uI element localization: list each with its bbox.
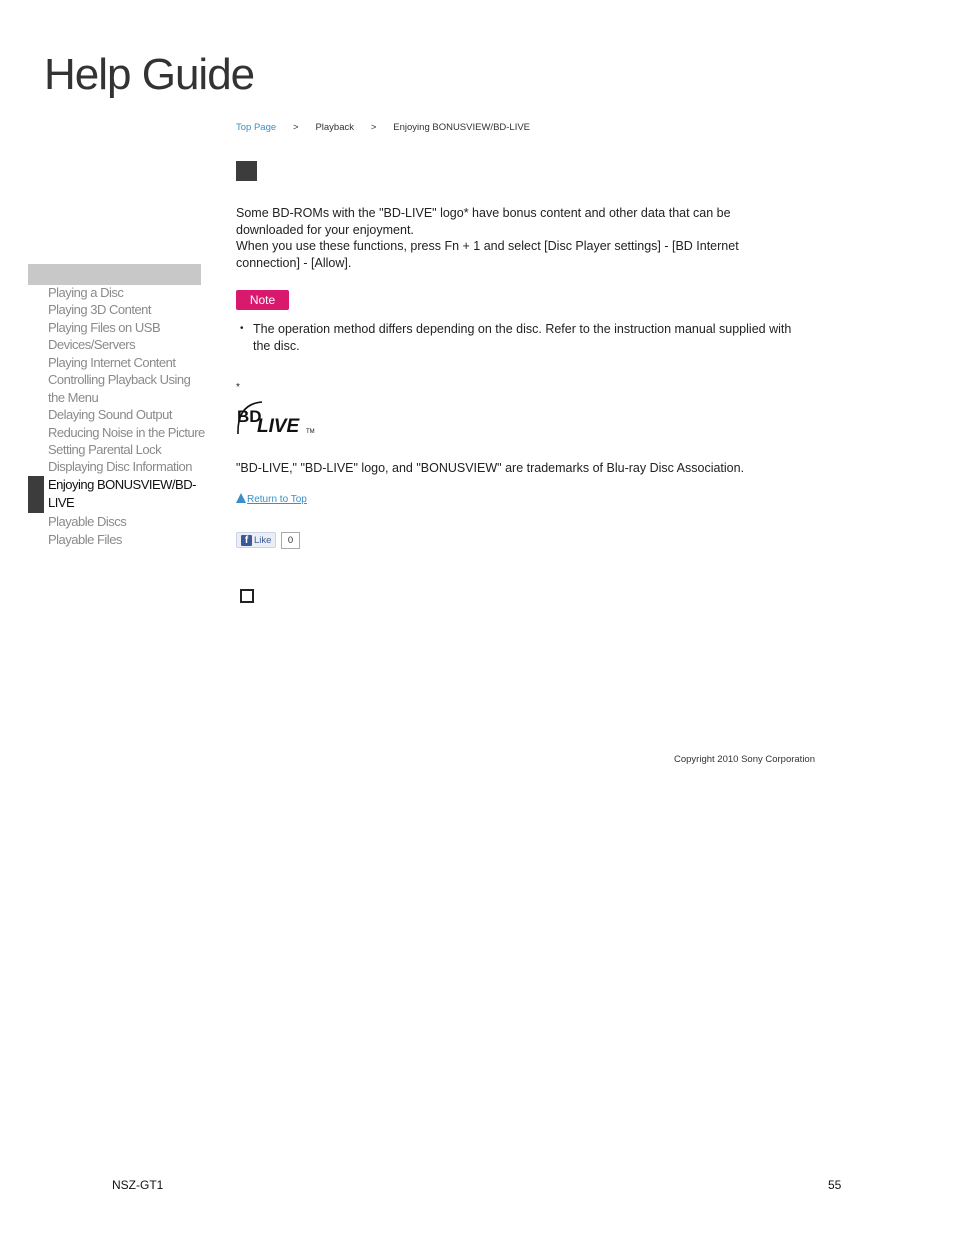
footnote-asterisk: * <box>236 382 240 393</box>
sidebar-item[interactable]: Playing Internet Content <box>48 354 176 370</box>
footer-model-name: NSZ-GT1 <box>112 1178 164 1192</box>
bd-live-logo-tm: TM <box>306 429 315 435</box>
sidebar-item-active[interactable]: Enjoying BONUSVIEW/BD-LIVE <box>48 476 208 513</box>
bullet-icon: • <box>240 323 244 334</box>
sidebar-item[interactable]: Playing 3D Content <box>48 302 152 318</box>
breadcrumb-separator: > <box>293 122 299 133</box>
facebook-icon: f <box>241 535 252 546</box>
breadcrumb-top-page-link[interactable]: Top Page <box>236 122 277 133</box>
note-item: The operation method differs depending on the disc. Refer to the instruction manual supplied with the disc. <box>253 322 792 353</box>
heading-marker-block <box>236 161 257 181</box>
footer-page-number: 55 <box>828 1178 842 1192</box>
return-to-top-label: Return to Top <box>247 494 307 505</box>
body-paragraph: When you use these functions, press Fn + 1 and select [Disc Player settings] - [BD Internet connection] - [Allow]. <box>236 239 739 270</box>
help-guide-title: Help Guide <box>44 50 255 99</box>
up-triangle-icon <box>236 493 246 503</box>
sidebar-item[interactable]: Setting Parental Lock <box>48 441 162 457</box>
like-label: Like <box>254 535 272 546</box>
sidebar-item[interactable]: Displaying Disc Information <box>48 459 193 475</box>
sidebar-item[interactable]: Delaying Sound Output <box>48 407 172 423</box>
bd-live-logo-bd: BD <box>237 407 262 426</box>
breadcrumb <box>236 122 530 133</box>
square-icon <box>240 589 254 603</box>
breadcrumb-separator: > <box>370 122 377 133</box>
like-count: 0 <box>281 532 300 549</box>
sidebar-item[interactable]: Reducing Noise in the Picture <box>48 424 205 440</box>
return-to-top-link[interactable] <box>236 493 307 505</box>
trademark-text: "BD-LIVE," "BD-LIVE" logo, and "BONUSVIEW" are trademarks of Blu-ray Disc Association. <box>236 461 745 475</box>
body-text <box>236 205 796 271</box>
sidebar-item[interactable]: Playing a Disc <box>48 285 124 300</box>
sidebar-item[interactable]: Playing Files on USB Devices/Servers <box>48 319 161 353</box>
sidebar-item[interactable]: Controlling Playback Using the Menu <box>48 372 191 405</box>
breadcrumb-item-current: Enjoying BONUSVIEW/BD-LIVE <box>393 122 531 133</box>
copyright-text: Copyright 2010 Sony Corporation <box>674 754 816 765</box>
note-badge: Note <box>236 290 289 310</box>
bd-live-logo-live: LIVE <box>257 416 300 437</box>
sidebar-header-bar <box>28 264 201 285</box>
sidebar-nav <box>48 284 208 548</box>
body-paragraph: Some BD-ROMs with the "BD-LIVE" logo* have bonus content and other data that can be downloaded for your enjoyment. <box>236 206 731 237</box>
facebook-like-button[interactable] <box>236 532 276 548</box>
note-list <box>240 321 800 354</box>
sidebar-item[interactable]: Playable Discs <box>48 514 127 530</box>
bd-live-logo <box>236 400 320 440</box>
sidebar-item[interactable]: Playable Files <box>48 531 122 547</box>
breadcrumb-item-playback: Playback <box>315 122 354 133</box>
